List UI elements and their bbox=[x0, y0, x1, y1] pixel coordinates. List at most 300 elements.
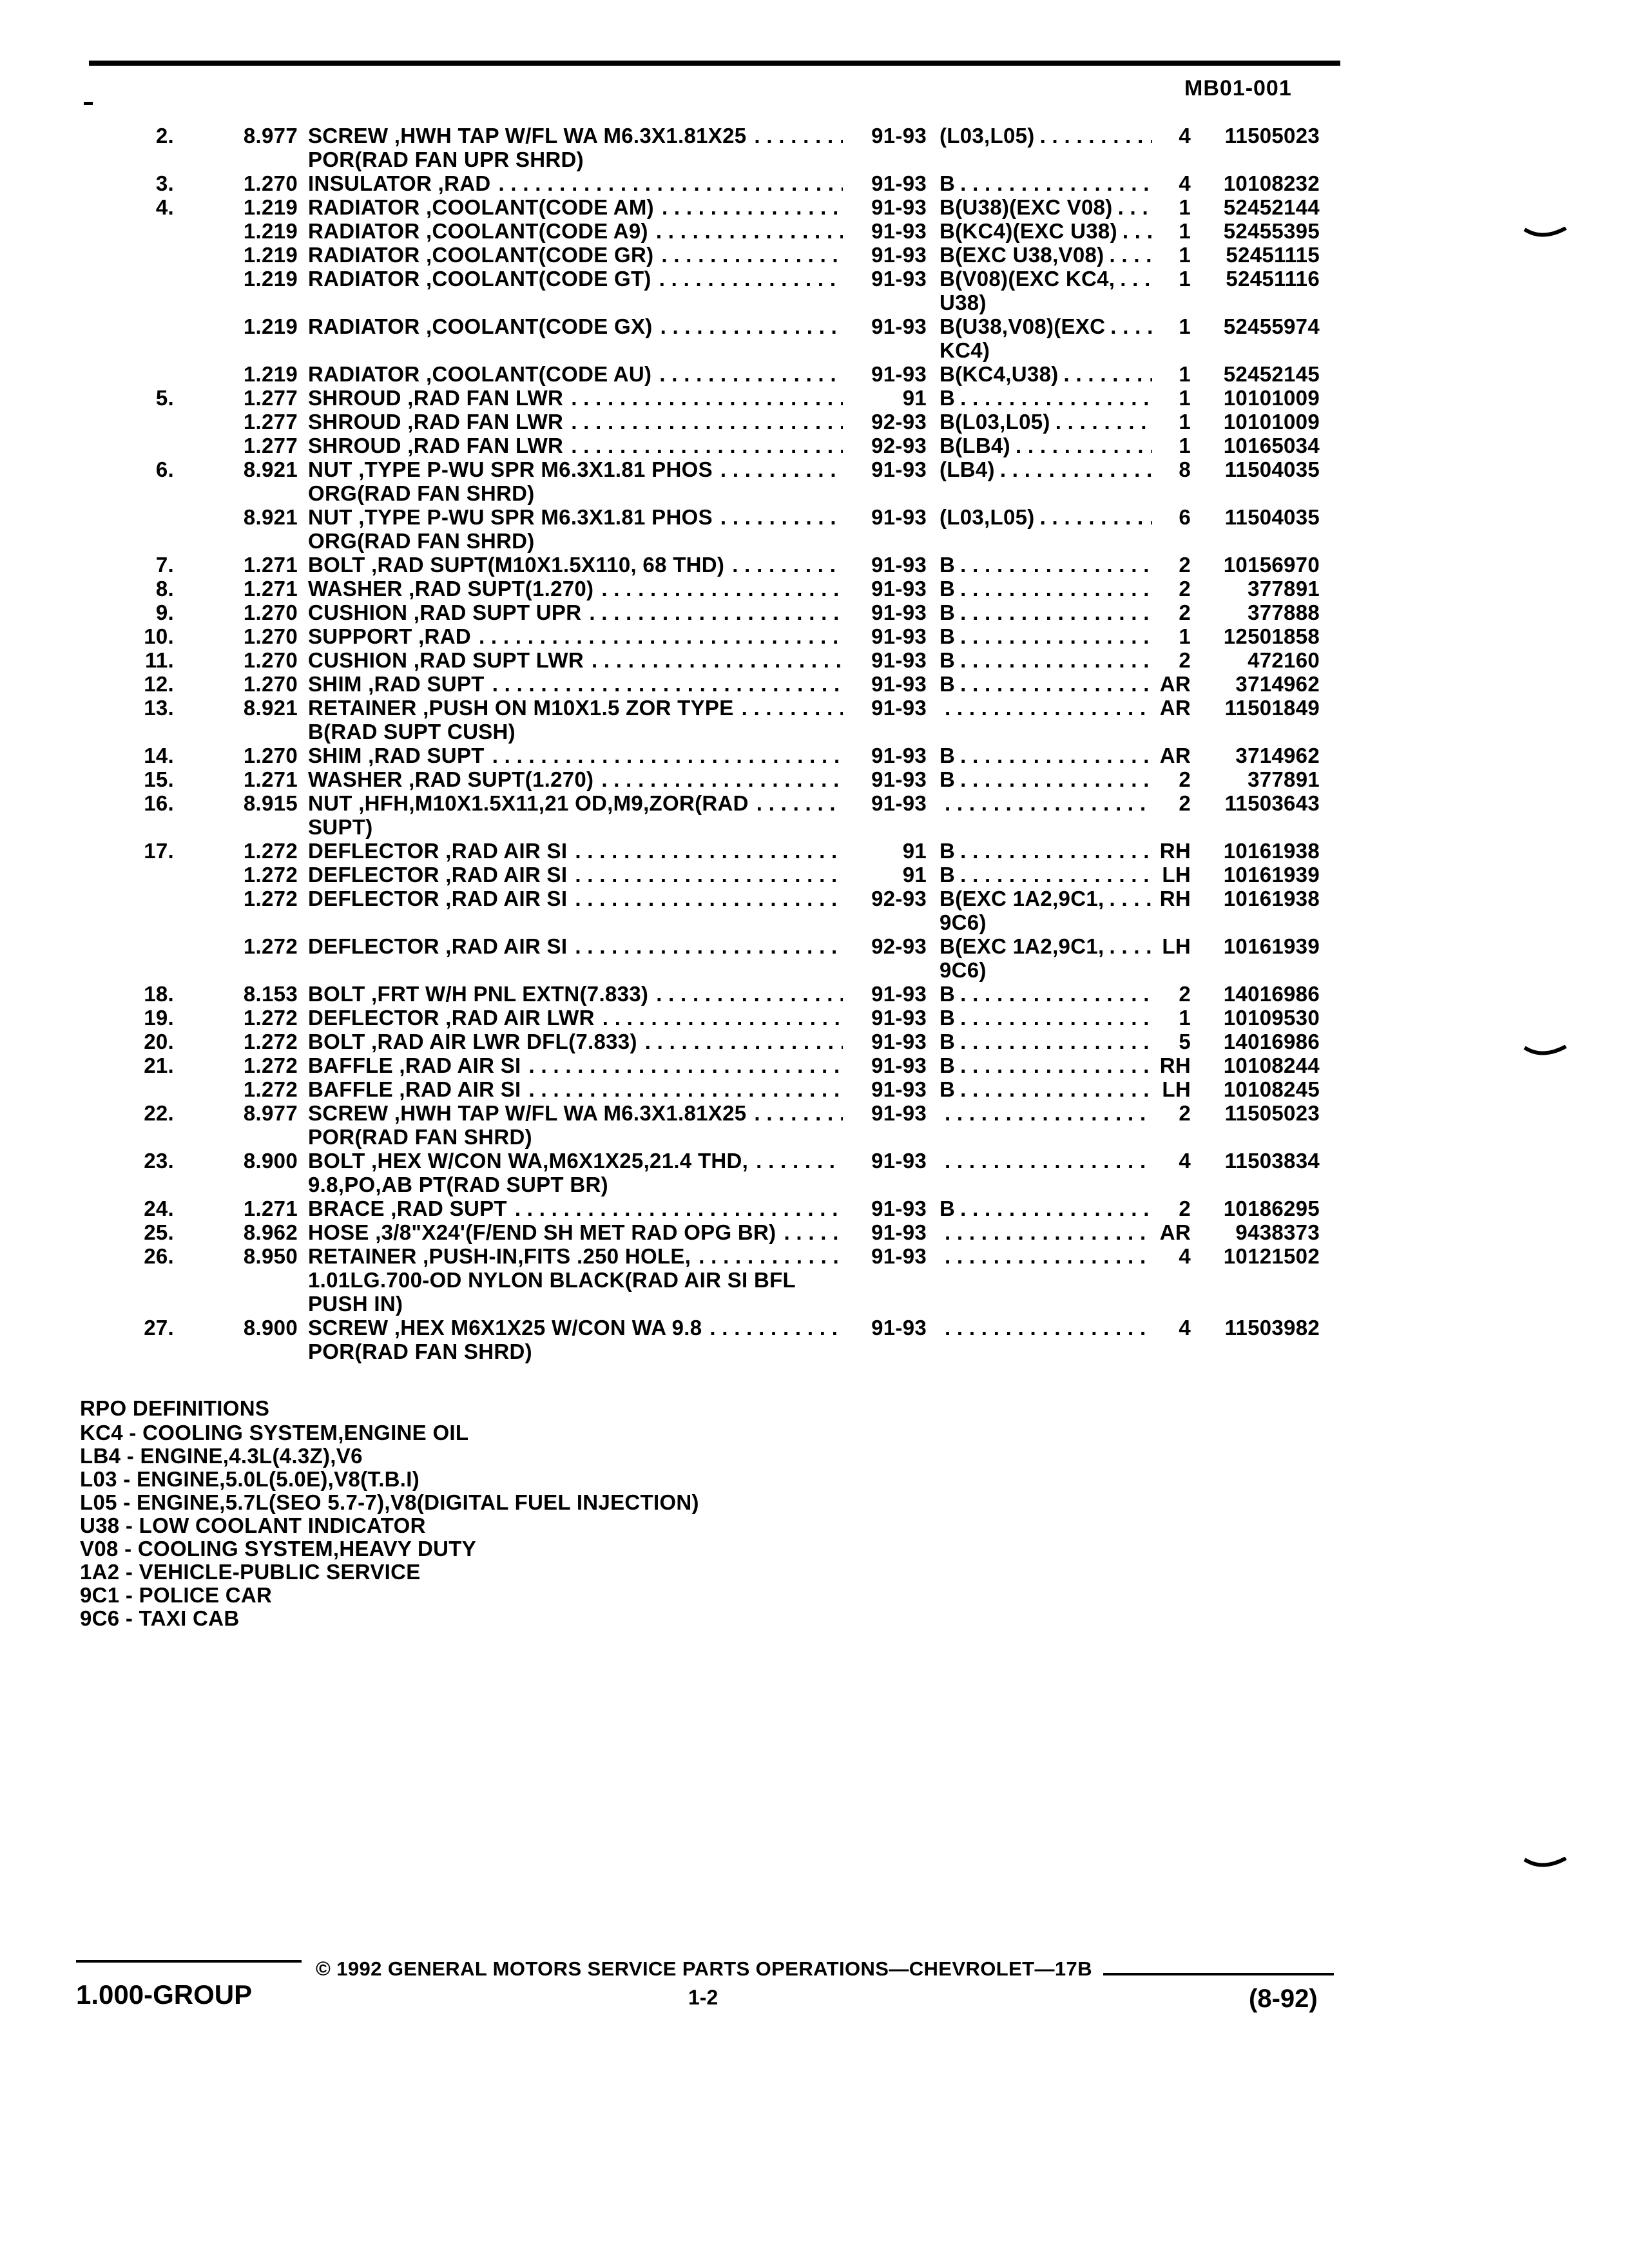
item-number: 22. bbox=[144, 1101, 174, 1125]
part-description bbox=[308, 124, 843, 171]
rpo-list bbox=[80, 1421, 699, 1630]
part-number: 52455974 bbox=[1223, 314, 1320, 338]
leader-dots bbox=[661, 243, 843, 267]
part-number: 11504035 bbox=[1224, 505, 1320, 529]
rpo-item: 1A2 - VEHICLE-PUBLIC SERVICE bbox=[80, 1560, 421, 1584]
leader-dots bbox=[945, 791, 1152, 815]
part-number: 52451115 bbox=[1226, 243, 1320, 267]
part-description bbox=[308, 410, 843, 434]
group-number: 8.962 bbox=[243, 1220, 298, 1244]
quantity: 4 bbox=[1179, 1244, 1191, 1268]
model-years: 91 bbox=[902, 863, 927, 887]
quantity: 1 bbox=[1179, 267, 1191, 291]
usage-text: B(EXC U38,V08) bbox=[940, 243, 1104, 267]
usage-line bbox=[940, 1006, 1152, 1030]
quantity: 2 bbox=[1179, 601, 1191, 624]
part-number: 10161939 bbox=[1223, 863, 1320, 887]
item-number: 15. bbox=[144, 767, 174, 791]
leader-dots bbox=[515, 1196, 843, 1220]
leader-dots bbox=[960, 672, 1152, 696]
model-years: 91-93 bbox=[871, 624, 927, 648]
usage-application bbox=[940, 672, 1152, 696]
table-row bbox=[0, 601, 1629, 624]
table-row bbox=[0, 1244, 1629, 1316]
part-description bbox=[308, 457, 843, 505]
leader-dots bbox=[709, 1316, 843, 1340]
description-text: BOLT ,FRT W/H PNL EXTN(7.833) bbox=[308, 982, 649, 1006]
usage-application bbox=[940, 1053, 1152, 1077]
group-number: 1.271 bbox=[243, 553, 298, 577]
part-description bbox=[308, 1101, 843, 1149]
table-row bbox=[0, 744, 1629, 767]
quantity: LH bbox=[1162, 1077, 1191, 1101]
part-number: 10108245 bbox=[1223, 1077, 1320, 1101]
table-row bbox=[0, 267, 1629, 314]
usage-application bbox=[940, 601, 1152, 624]
model-years: 91-93 bbox=[871, 1149, 927, 1173]
rpo-definitions bbox=[80, 1397, 699, 1630]
table-row bbox=[0, 457, 1629, 505]
description-text: RADIATOR ,COOLANT(CODE A9) bbox=[308, 219, 648, 243]
usage-application bbox=[940, 386, 1152, 410]
leader-dots bbox=[662, 195, 843, 219]
group-number: 8.153 bbox=[243, 982, 298, 1006]
group-number: 1.271 bbox=[243, 767, 298, 791]
description-line bbox=[308, 505, 843, 529]
part-description bbox=[308, 243, 843, 267]
usage-line bbox=[940, 1077, 1152, 1101]
leader-dots bbox=[575, 863, 843, 887]
description-line bbox=[308, 1053, 843, 1077]
description-line bbox=[308, 863, 843, 887]
leader-dots bbox=[492, 672, 843, 696]
usage-text: KC4) bbox=[940, 338, 990, 362]
description-line bbox=[308, 1030, 843, 1053]
description-text: CUSHION ,RAD SUPT LWR bbox=[308, 648, 584, 672]
table-row bbox=[0, 553, 1629, 577]
usage-application bbox=[940, 577, 1152, 601]
group-number: 1.270 bbox=[243, 601, 298, 624]
part-description bbox=[308, 1077, 843, 1101]
quantity: 1 bbox=[1179, 314, 1191, 338]
group-number: 1.272 bbox=[243, 1053, 298, 1077]
table-row bbox=[0, 648, 1629, 672]
quantity: 2 bbox=[1179, 767, 1191, 791]
leader-dots bbox=[1040, 124, 1152, 148]
usage-text: B bbox=[940, 1030, 956, 1053]
usage-text: B bbox=[940, 1006, 956, 1030]
usage-line bbox=[940, 457, 1152, 481]
description-line bbox=[308, 362, 843, 386]
group-number: 8.950 bbox=[243, 1244, 298, 1268]
description-text: BRACE ,RAD SUPT bbox=[308, 1196, 507, 1220]
part-number: 10161938 bbox=[1223, 887, 1320, 910]
leader-dots bbox=[757, 791, 843, 815]
group-number: 1.271 bbox=[243, 1196, 298, 1220]
punch-mark-icon bbox=[1523, 1857, 1568, 1874]
margin-mark bbox=[84, 102, 93, 105]
quantity: 2 bbox=[1179, 1101, 1191, 1125]
quantity: 4 bbox=[1179, 124, 1191, 148]
leader-dots bbox=[659, 267, 843, 291]
usage-text: B bbox=[940, 839, 956, 863]
table-row bbox=[0, 696, 1629, 744]
usage-line bbox=[940, 910, 1152, 934]
leader-dots bbox=[960, 1077, 1152, 1101]
table-row bbox=[0, 195, 1629, 219]
usage-application bbox=[940, 1220, 1152, 1244]
rpo-item: KC4 - COOLING SYSTEM,ENGINE OIL bbox=[80, 1421, 469, 1445]
usage-application bbox=[940, 124, 1152, 171]
usage-application bbox=[940, 553, 1152, 577]
description-line bbox=[308, 481, 843, 505]
description-text: BOLT ,HEX W/CON WA,M6X1X25,21.4 THD, bbox=[308, 1149, 749, 1173]
description-text: SHROUD ,RAD FAN LWR bbox=[308, 386, 564, 410]
item-number bbox=[0, 410, 174, 434]
part-number: 10101009 bbox=[1223, 386, 1320, 410]
part-description bbox=[308, 1149, 843, 1196]
quantity: 2 bbox=[1179, 982, 1191, 1006]
group-number: 8.977 bbox=[243, 1101, 298, 1125]
table-row bbox=[0, 243, 1629, 267]
item-number: 9. bbox=[155, 601, 174, 624]
description-line bbox=[308, 457, 843, 481]
description-text: NUT ,HFH,M10X1.5X11,21 OD,M9,ZOR(RAD bbox=[308, 791, 749, 815]
usage-line bbox=[940, 1244, 1152, 1268]
part-number: 14016986 bbox=[1223, 1030, 1320, 1053]
leader-dots bbox=[645, 1030, 843, 1053]
item-number: 3. bbox=[155, 171, 174, 195]
item-number: 21. bbox=[144, 1053, 174, 1077]
table-row bbox=[0, 124, 1629, 171]
leader-dots bbox=[659, 362, 843, 386]
usage-line bbox=[940, 744, 1152, 767]
item-number: 2. bbox=[155, 124, 174, 148]
description-text: RADIATOR ,COOLANT(CODE AU) bbox=[308, 362, 652, 386]
part-number: 10121502 bbox=[1223, 1244, 1320, 1268]
part-description bbox=[308, 648, 843, 672]
usage-line bbox=[940, 1101, 1152, 1125]
model-years: 91-93 bbox=[871, 243, 927, 267]
leader-dots bbox=[575, 887, 843, 910]
table-row bbox=[0, 1030, 1629, 1053]
usage-line bbox=[940, 1030, 1152, 1053]
table-row bbox=[0, 1316, 1629, 1363]
usage-application bbox=[940, 362, 1152, 386]
part-description bbox=[308, 791, 843, 839]
model-years: 91-93 bbox=[871, 505, 927, 529]
usage-application bbox=[940, 243, 1152, 267]
description-line bbox=[308, 1268, 843, 1292]
usage-application bbox=[940, 1006, 1152, 1030]
description-line bbox=[308, 1101, 843, 1125]
usage-application bbox=[940, 267, 1152, 314]
usage-text: B(EXC 1A2,9C1, bbox=[940, 934, 1104, 958]
leader-dots bbox=[602, 1006, 843, 1030]
part-description bbox=[308, 1220, 843, 1244]
leader-dots bbox=[575, 839, 843, 863]
model-years: 91-93 bbox=[871, 1053, 927, 1077]
usage-text: B bbox=[940, 767, 956, 791]
quantity: 1 bbox=[1179, 624, 1191, 648]
description-text: SCREW ,HEX M6X1X25 W/CON WA 9.8 bbox=[308, 1316, 702, 1340]
usage-text: B(L03,L05) bbox=[940, 410, 1050, 434]
footer-page-number: 1-2 bbox=[688, 1986, 718, 2009]
table-row bbox=[0, 839, 1629, 863]
model-years: 91-93 bbox=[871, 791, 927, 815]
usage-line bbox=[940, 505, 1152, 529]
description-text: SCREW ,HWH TAP W/FL WA M6.3X1.81X25 bbox=[308, 124, 747, 148]
part-number: 9438373 bbox=[1235, 1220, 1320, 1244]
description-line bbox=[308, 529, 843, 553]
item-number: 19. bbox=[144, 1006, 174, 1030]
group-number: 8.921 bbox=[243, 696, 298, 720]
quantity: LH bbox=[1162, 863, 1191, 887]
quantity: RH bbox=[1159, 1053, 1191, 1077]
leader-dots bbox=[960, 1053, 1152, 1077]
usage-line bbox=[940, 171, 1152, 195]
quantity: AR bbox=[1159, 696, 1191, 720]
usage-line bbox=[940, 267, 1152, 291]
part-description bbox=[308, 863, 843, 887]
model-years: 91-93 bbox=[871, 744, 927, 767]
leader-dots bbox=[1055, 410, 1152, 434]
description-line bbox=[308, 219, 843, 243]
quantity: LH bbox=[1162, 934, 1191, 958]
part-description bbox=[308, 434, 843, 457]
model-years: 91-93 bbox=[871, 457, 927, 481]
part-description bbox=[308, 314, 843, 362]
usage-line bbox=[940, 291, 1152, 314]
description-line bbox=[308, 124, 843, 148]
part-number: 10165034 bbox=[1223, 434, 1320, 457]
table-row bbox=[0, 1053, 1629, 1077]
group-number: 1.277 bbox=[243, 386, 298, 410]
rpo-item: U38 - LOW COOLANT INDICATOR bbox=[80, 1514, 426, 1537]
description-text: SHIM ,RAD SUPT bbox=[308, 744, 485, 767]
item-number: 27. bbox=[144, 1316, 174, 1340]
leader-dots bbox=[960, 1006, 1152, 1030]
usage-line bbox=[940, 362, 1152, 386]
usage-text: B bbox=[940, 386, 956, 410]
leader-dots bbox=[1109, 887, 1152, 910]
usage-application bbox=[940, 767, 1152, 791]
group-number: 1.272 bbox=[243, 887, 298, 910]
usage-line bbox=[940, 648, 1152, 672]
usage-line bbox=[940, 839, 1152, 863]
part-description bbox=[308, 1030, 843, 1053]
item-number: 13. bbox=[144, 696, 174, 720]
description-text: WASHER ,RAD SUPT(1.270) bbox=[308, 577, 594, 601]
description-line bbox=[308, 1173, 843, 1196]
description-text: ORG(RAD FAN SHRD) bbox=[308, 529, 535, 553]
part-description bbox=[308, 887, 843, 934]
leader-dots bbox=[571, 410, 843, 434]
quantity: 2 bbox=[1179, 577, 1191, 601]
usage-application bbox=[940, 1316, 1152, 1363]
part-description bbox=[308, 767, 843, 791]
usage-application bbox=[940, 863, 1152, 887]
table-row bbox=[0, 863, 1629, 887]
group-number: 1.272 bbox=[243, 1006, 298, 1030]
description-line bbox=[308, 577, 843, 601]
leader-dots bbox=[756, 1149, 843, 1173]
footer-copyright: © 1992 GENERAL MOTORS SERVICE PARTS OPERATIONS—CHEVROLET—17B bbox=[316, 1957, 1092, 1980]
table-row bbox=[0, 505, 1629, 553]
description-line bbox=[308, 1340, 843, 1363]
model-years: 91-93 bbox=[871, 1101, 927, 1125]
model-years: 91 bbox=[902, 386, 927, 410]
model-years: 91-93 bbox=[871, 672, 927, 696]
usage-text: B bbox=[940, 1196, 956, 1220]
table-row bbox=[0, 1101, 1629, 1149]
usage-text: B(EXC 1A2,9C1, bbox=[940, 887, 1104, 910]
usage-text: 9C6) bbox=[940, 958, 987, 982]
description-line bbox=[308, 1077, 843, 1101]
quantity: 8 bbox=[1179, 457, 1191, 481]
description-text: PUSH IN) bbox=[308, 1292, 403, 1316]
usage-line bbox=[940, 624, 1152, 648]
usage-application bbox=[940, 434, 1152, 457]
description-text: 1.01LG.700-OD NYLON BLACK(RAD AIR SI BFL bbox=[308, 1268, 796, 1292]
part-description bbox=[308, 1196, 843, 1220]
model-years: 92-93 bbox=[871, 934, 927, 958]
usage-text: B bbox=[940, 171, 956, 195]
part-description bbox=[308, 696, 843, 744]
usage-text: B(U38,V08)(EXC bbox=[940, 314, 1106, 338]
item-number bbox=[0, 934, 174, 982]
leader-dots bbox=[529, 1077, 843, 1101]
usage-line bbox=[940, 958, 1152, 982]
usage-application bbox=[940, 1030, 1152, 1053]
table-row bbox=[0, 219, 1629, 243]
model-years: 91-93 bbox=[871, 267, 927, 291]
quantity: 1 bbox=[1179, 1006, 1191, 1030]
item-number bbox=[0, 863, 174, 887]
item-number: 8. bbox=[155, 577, 174, 601]
table-row bbox=[0, 624, 1629, 648]
part-description bbox=[308, 601, 843, 624]
usage-application bbox=[940, 195, 1152, 219]
rpo-item: L03 - ENGINE,5.0L(5.0E),V8(T.B.I) bbox=[80, 1467, 420, 1491]
item-number: 7. bbox=[155, 553, 174, 577]
usage-line bbox=[940, 887, 1152, 910]
top-rule bbox=[89, 61, 1340, 66]
usage-text: (LB4) bbox=[940, 457, 995, 481]
leader-dots bbox=[592, 648, 843, 672]
model-years: 91-93 bbox=[871, 648, 927, 672]
description-line bbox=[308, 696, 843, 720]
usage-application bbox=[940, 744, 1152, 767]
usage-line bbox=[940, 672, 1152, 696]
description-text: BAFFLE ,RAD AIR SI bbox=[308, 1053, 521, 1077]
footer-rule-left bbox=[76, 1960, 302, 1963]
item-number: 25. bbox=[144, 1220, 174, 1244]
usage-application bbox=[940, 648, 1152, 672]
usage-application bbox=[940, 457, 1152, 505]
group-number: 8.921 bbox=[243, 505, 298, 529]
usage-line bbox=[940, 1053, 1152, 1077]
description-text: POR(RAD FAN SHRD) bbox=[308, 1125, 532, 1149]
model-years: 91-93 bbox=[871, 601, 927, 624]
leader-dots bbox=[960, 863, 1152, 887]
rpo-item: L05 - ENGINE,5.7L(SEO 5.7-7),V8(DIGITAL FUEL INJECTION) bbox=[80, 1490, 699, 1514]
item-number: 5. bbox=[155, 386, 174, 410]
leader-dots bbox=[960, 601, 1152, 624]
usage-application bbox=[940, 624, 1152, 648]
part-description bbox=[308, 386, 843, 410]
item-number: 6. bbox=[155, 457, 174, 481]
description-line bbox=[308, 648, 843, 672]
model-years: 91 bbox=[902, 839, 927, 863]
table-row bbox=[0, 791, 1629, 839]
part-description bbox=[308, 219, 843, 243]
part-number: 11503834 bbox=[1224, 1149, 1320, 1173]
group-number: 1.219 bbox=[243, 267, 298, 291]
model-years: 92-93 bbox=[871, 410, 927, 434]
usage-application bbox=[940, 171, 1152, 195]
description-text: POR(RAD FAN SHRD) bbox=[308, 1340, 532, 1363]
item-number: 26. bbox=[144, 1244, 174, 1268]
model-years: 91-93 bbox=[871, 1220, 927, 1244]
item-number: 14. bbox=[144, 744, 174, 767]
usage-line bbox=[940, 601, 1152, 624]
leader-dots bbox=[1016, 434, 1152, 457]
group-number: 1.219 bbox=[243, 314, 298, 338]
usage-text: B bbox=[940, 601, 956, 624]
part-number: 11505023 bbox=[1224, 1101, 1320, 1125]
quantity: 1 bbox=[1179, 410, 1191, 434]
leader-dots bbox=[575, 934, 843, 958]
usage-text: B(U38)(EXC V08) bbox=[940, 195, 1113, 219]
description-line bbox=[308, 982, 843, 1006]
description-line bbox=[308, 171, 843, 195]
part-number: 14016986 bbox=[1223, 982, 1320, 1006]
part-number: 10186295 bbox=[1223, 1196, 1320, 1220]
rpo-item: V08 - COOLING SYSTEM,HEAVY DUTY bbox=[80, 1537, 477, 1561]
usage-line bbox=[940, 1316, 1152, 1340]
description-line bbox=[308, 1292, 843, 1316]
leader-dots bbox=[601, 577, 843, 601]
item-number: 23. bbox=[144, 1149, 174, 1173]
description-text: DEFLECTOR ,RAD AIR LWR bbox=[308, 1006, 595, 1030]
usage-line bbox=[940, 767, 1152, 791]
description-line bbox=[308, 1220, 843, 1244]
part-description bbox=[308, 362, 843, 386]
usage-text: B bbox=[940, 744, 956, 767]
leader-dots bbox=[960, 1196, 1152, 1220]
leader-dots bbox=[945, 1220, 1152, 1244]
description-line bbox=[308, 672, 843, 696]
description-text: B(RAD SUPT CUSH) bbox=[308, 720, 516, 744]
group-number: 1.270 bbox=[243, 744, 298, 767]
item-number: 16. bbox=[144, 791, 174, 815]
description-line bbox=[308, 1125, 843, 1149]
leader-dots bbox=[1109, 243, 1152, 267]
model-years: 91-93 bbox=[871, 1244, 927, 1268]
quantity: 1 bbox=[1179, 195, 1191, 219]
leader-dots bbox=[732, 553, 843, 577]
part-number: 10101009 bbox=[1223, 410, 1320, 434]
usage-application bbox=[940, 887, 1152, 934]
group-number: 1.272 bbox=[243, 863, 298, 887]
item-number: 11. bbox=[145, 648, 174, 672]
usage-text: B bbox=[940, 648, 956, 672]
usage-application bbox=[940, 934, 1152, 982]
group-number: 1.270 bbox=[243, 624, 298, 648]
item-number bbox=[0, 434, 174, 457]
item-number bbox=[0, 1077, 174, 1101]
